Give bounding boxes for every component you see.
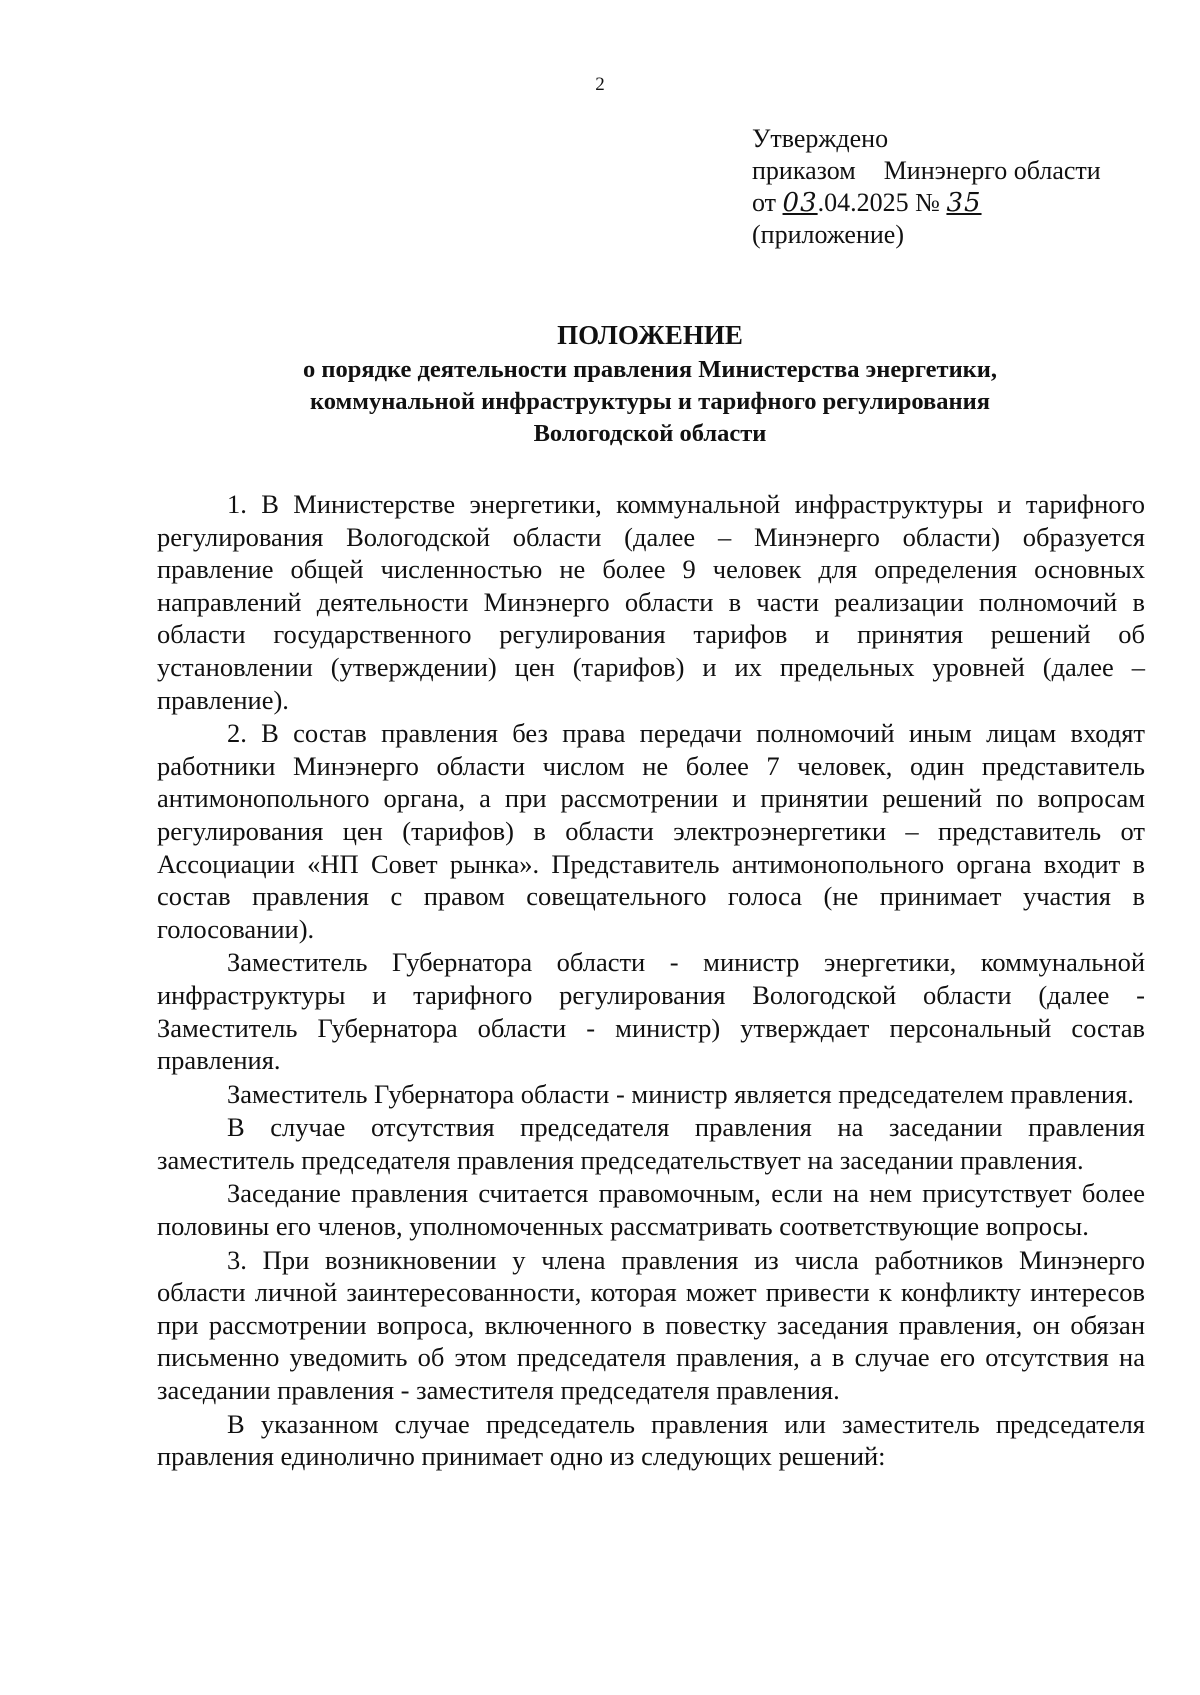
subtitle-line-3: Вологодской области: [533, 420, 767, 447]
document-title-block: [150, 318, 1150, 450]
approval-date-prefix: от: [752, 188, 783, 217]
approval-handwritten-day: 03: [782, 188, 818, 218]
subtitle-line-2: коммунальной инфраструктуры и тарифного регулирования: [309, 388, 990, 415]
approval-order-word: приказом: [752, 156, 856, 185]
approval-date-rest: .04.2025 №: [817, 188, 947, 217]
approval-handwritten-number: 35: [946, 188, 982, 218]
page-number: 2: [595, 74, 605, 95]
approval-line-order: [752, 155, 1152, 187]
paragraph-3: Заместитель Губернатора области - министр энергетики, коммунальной инфраструктуры и тарифного регулирования Вологодской области (далее - Заместитель Губернатора области - министр) утверждает персональный состав правления.: [157, 947, 1145, 1076]
paragraph-5: В случае отсутствия председателя правления на заседании правления заместитель председателя правления председательствует на заседании правления.: [157, 1112, 1145, 1175]
approval-line-date: [752, 187, 1152, 219]
paragraph-1: 1. В Министерстве энергетики, коммунальной инфраструктуры и тарифного регулирования Вологодской области (далее – Минэнерго области) образуется правление общей численностью не более 9 человек для определения основных направлений деятельности Минэнерго области в части реализации полномочий в области государственного регулирования тарифов и принятия решений об установлении (утверждении) цен (тарифов) и их предельных уровней (далее – правление).: [157, 489, 1145, 715]
paragraph-2: 2. В состав правления без права передачи полномочий иным лицам входят работники Минэнерго области числом не более 7 человек, один представитель антимонопольного органа, а при рассмотрении и принятии решений по вопросам регулирования цен (тарифов) в области электроэнергетики – представитель от Ассоциации «НП Совет рынка». Представитель антимонопольного органа входит в состав правления с правом совещательного голоса (не принимает участия в голосовании).: [157, 718, 1145, 944]
approval-line-attachment: (приложение): [752, 220, 905, 249]
approval-ministry: Минэнерго области: [883, 156, 1101, 185]
document-title: ПОЛОЖЕНИЕ: [557, 320, 743, 350]
subtitle-line-1: о порядке деятельности правления Министерства энергетики,: [302, 356, 998, 383]
paragraph-8: В указанном случае председатель правления или заместитель председателя правления единолично принимает одно из следующих решений:: [157, 1408, 1145, 1472]
paragraph-4: Заместитель Губернатора области - министр является председателем правления.: [227, 1078, 1134, 1109]
approval-line-approved: Утверждено: [752, 124, 889, 153]
document-body: [157, 488, 1145, 1474]
paragraph-7: 3. При возникновении у члена правления из числа работников Минэнерго области личной заинтересованности, которая может привести к конфликту интересов при рассмотрении вопроса, включенного в повестку заседания правления, он обязан письменно уведомить об этом председателя правления, а в случае его отсутствия на заседании правления - заместителя председателя правления.: [157, 1244, 1145, 1406]
approval-stamp: [752, 123, 1152, 251]
document-subtitle: [150, 354, 1150, 450]
paragraph-6: Заседание правления считается правомочным, если на нем присутствует более половины его членов, уполномоченных рассматривать соответствующие вопросы.: [157, 1178, 1145, 1242]
